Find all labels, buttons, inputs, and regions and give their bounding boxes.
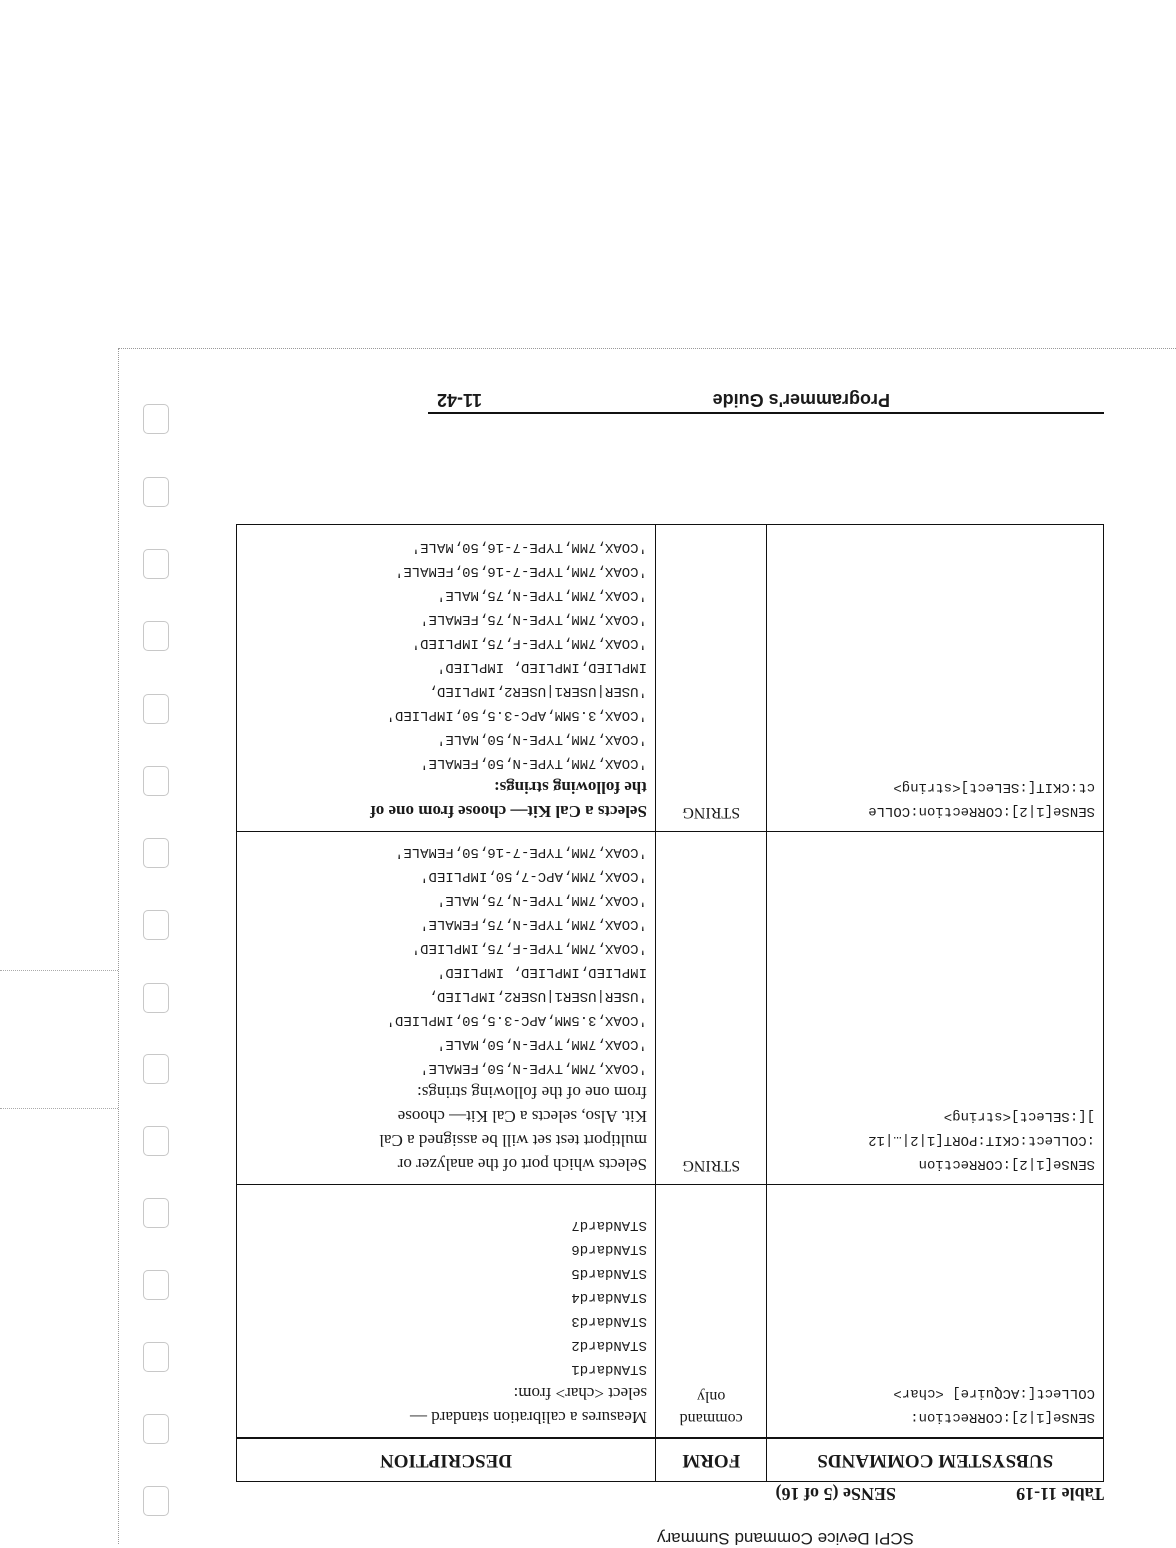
- description-line: the following strings:: [493, 778, 647, 797]
- value-item: 'COAX,7MM,TYPE-N,50,FEMALE': [420, 755, 647, 771]
- table-row: [237, 832, 1104, 1185]
- page-number: 11-42: [436, 390, 482, 410]
- form-cell: [655, 1185, 766, 1439]
- binder-hole: [143, 1126, 169, 1156]
- binder-hole: [143, 983, 169, 1013]
- form-cell: [655, 832, 766, 1185]
- command-cell: [767, 525, 1104, 832]
- binder-hole: [143, 1342, 169, 1372]
- value-item: 'COAX,7MM,TYPE-N,75,FEMALE': [420, 611, 647, 627]
- command-cell: [767, 832, 1104, 1185]
- scan-edge-top: [118, 348, 1176, 349]
- guide-name: Programmer's Guide: [712, 390, 890, 410]
- value-item: 'COAX,7MM,TYPE-N,50,MALE': [436, 1036, 647, 1052]
- value-item: 'COAX,3.5MM,APC-3.5,50,IMPLIED': [386, 1012, 647, 1028]
- form-line: STRING: [682, 1157, 741, 1174]
- scan-edge-left: [118, 348, 119, 1544]
- description-line: multiport test set will be assigned a Cal: [379, 1131, 647, 1150]
- binder-hole: [143, 1270, 169, 1300]
- table-title: SENSe (5 of 16): [775, 1484, 896, 1504]
- value-item: IMPLIED,IMPLIED, IMPLIED': [436, 964, 647, 980]
- value-item: 'COAX,7MM,TYPE-N,75,MALE': [436, 892, 647, 908]
- command-line: ][:SELect]<string>: [943, 1108, 1095, 1124]
- value-item: 'COAX,3.5MM,APC-3.5,50,IMPLIED': [386, 707, 647, 723]
- table-number: Table 11-19: [1016, 1484, 1104, 1504]
- value-item: 'COAX,7MM,TYPE-F,75,IMPLIED': [411, 635, 647, 651]
- binder-hole: [143, 910, 169, 940]
- binder-hole: [143, 1414, 169, 1444]
- value-item: STANdard2: [571, 1337, 647, 1353]
- description-line: Selects a Cal Kit— choose from one of: [370, 802, 647, 821]
- command-line: COLLect[:ACQuire] <char>: [893, 1385, 1095, 1401]
- table-header-row: [237, 1438, 1104, 1482]
- value-item: 'USER|USER1|USER2,IMPLIED,: [428, 683, 647, 699]
- header-description: DESCRIPTION: [237, 1438, 656, 1482]
- value-item: 'COAX,7MM,APC-7,50,IMPLIED': [420, 868, 647, 884]
- document-page: [236, 388, 1104, 1548]
- binder-hole: [143, 621, 169, 651]
- value-item: STANdard3: [571, 1313, 647, 1329]
- binder-hole: [143, 1486, 169, 1516]
- description-cell: [237, 1185, 656, 1439]
- value-item: STANdard5: [571, 1265, 647, 1281]
- value-item: STANdard7: [571, 1217, 647, 1233]
- description-line: Selects which port of the analyzer or: [397, 1155, 647, 1174]
- description-cell: [237, 832, 656, 1185]
- value-item: STANdard6: [571, 1241, 647, 1257]
- command-table: [236, 524, 1104, 1482]
- value-item: 'COAX,7MM,TYPE-N,75,MALE': [436, 587, 647, 603]
- description-line: Kit. Also, selects a Cal Kit— choose: [397, 1107, 647, 1126]
- binder-hole: [143, 838, 169, 868]
- binder-hole: [143, 549, 169, 579]
- page-footer: [428, 388, 1104, 414]
- description-line: select <char> from:: [513, 1384, 647, 1403]
- form-line: only: [696, 1388, 726, 1405]
- table-row: [237, 1185, 1104, 1439]
- scan-edge-mark: [0, 970, 118, 971]
- value-item: IMPLIED,IMPLIED, IMPLIED': [436, 659, 647, 675]
- value-item: 'COAX,7MM,TYPE-N,50,FEMALE': [420, 1060, 647, 1076]
- value-item: 'COAX,7MM,TYPE-7-16,50,FEMALE': [394, 844, 647, 860]
- binder-hole: [143, 1054, 169, 1084]
- description-cell: [237, 525, 656, 832]
- table-row: [237, 525, 1104, 832]
- value-item: 'USER|USER1|USER2,IMPLIED,: [428, 988, 647, 1004]
- value-item: 'COAX,7MM,TYPE-7-16,50,MALE': [411, 539, 647, 555]
- command-line: SENSe[1|2]:CORRection: [918, 1156, 1095, 1172]
- form-line: STRING: [682, 804, 741, 821]
- command-cell: [767, 1185, 1104, 1439]
- description-line: from one of the following strings:: [417, 1083, 647, 1102]
- value-item: 'COAX,7MM,TYPE-F,75,IMPLIED': [411, 940, 647, 956]
- running-header: SCPI Device Command Summary: [657, 1529, 914, 1548]
- value-item: STANdard4: [571, 1289, 647, 1305]
- value-item: 'COAX,7MM,TYPE-N,50,MALE': [436, 731, 647, 747]
- value-item: 'COAX,7MM,TYPE-N,75,FEMALE': [420, 916, 647, 932]
- description-line: Measures a calibration standard —: [409, 1408, 647, 1427]
- header-form: FORM: [655, 1438, 766, 1482]
- value-list: [245, 840, 647, 1080]
- binder-hole: [143, 404, 169, 434]
- command-line: :COLLect:CKIT:PORT[1|2|…|12: [868, 1132, 1095, 1148]
- command-line: ct:CKIT[:SELect]<string>: [893, 779, 1095, 795]
- command-line: SENSe[1|2]:CORRection:COLLe: [868, 803, 1095, 819]
- binder-hole: [143, 694, 169, 724]
- binder-hole: [143, 766, 169, 796]
- binder-hole: [143, 1198, 169, 1228]
- scan-edge-mark: [0, 1108, 118, 1109]
- value-list: [245, 1213, 647, 1381]
- command-line: SENSe[1|2]:CORRection:: [910, 1409, 1095, 1425]
- value-item: 'COAX,7MM,TYPE-7-16,50,FEMALE': [394, 563, 647, 579]
- binder-hole: [143, 477, 169, 507]
- form-cell: [655, 525, 766, 832]
- value-item: STANdard1: [571, 1361, 647, 1377]
- header-subsystem-commands: SUBSYSTEM COMMANDS: [767, 1438, 1104, 1482]
- form-line: command: [679, 1410, 743, 1427]
- value-list: [245, 535, 647, 775]
- table-caption: [236, 1480, 1104, 1504]
